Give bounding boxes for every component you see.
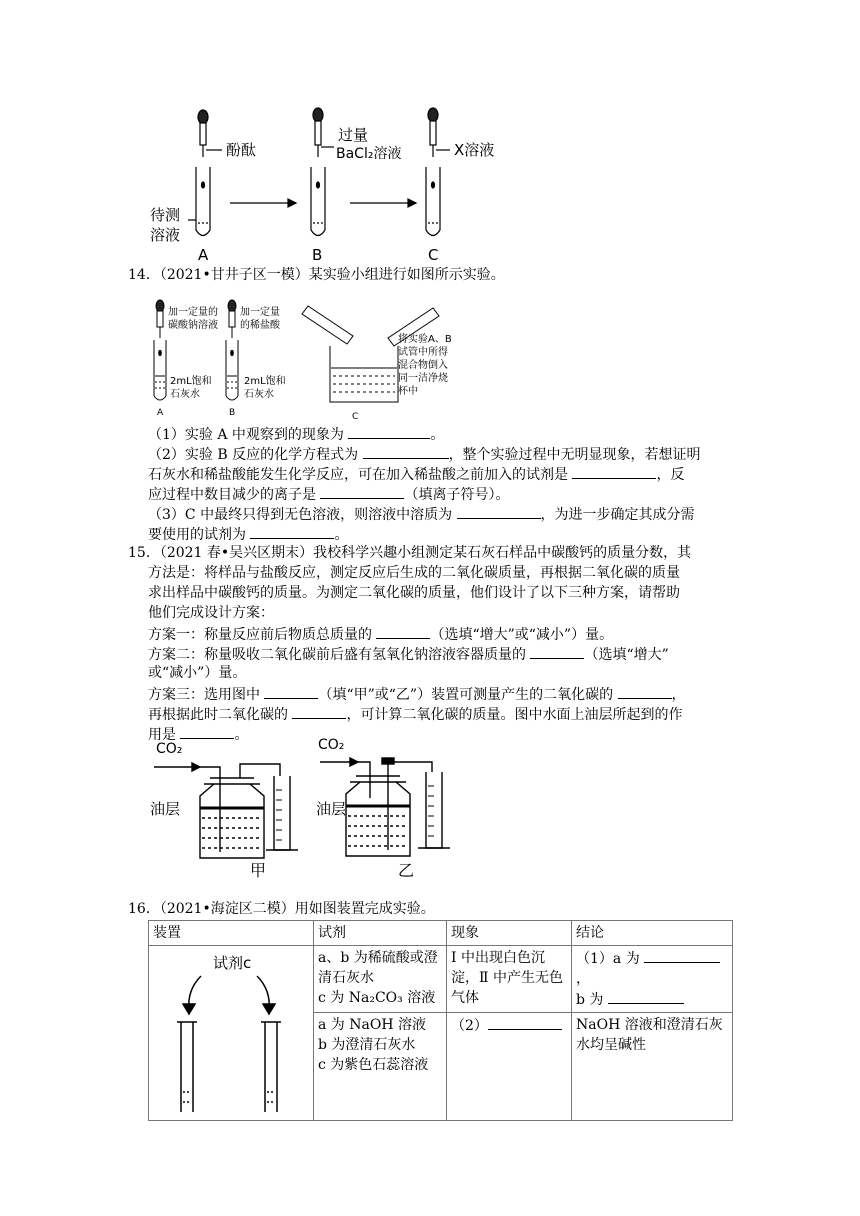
q15-blank-4[interactable] — [618, 684, 672, 699]
q14-part3-line2: 要使用的试剂为 。 — [148, 524, 348, 544]
q15-oil-left: 油层 — [150, 800, 181, 818]
q14-label-a: A — [157, 408, 164, 418]
q14-blank-1[interactable] — [348, 424, 430, 439]
q14-part2-line2: 石灰水和稀盐酸能发生化学反应，可在加入稀盐酸之前加入的试剂是 ，反 — [148, 464, 684, 484]
q14-blank-5[interactable] — [457, 504, 541, 519]
test-tube-icon — [311, 167, 325, 236]
q14-note-3: 混合物倒入 — [398, 360, 448, 371]
reagent-x-label: X溶液 — [454, 141, 495, 159]
q15-line2: 方法是：将样品与盐酸反应，测定反应后生成的二氧化碳质量，再根据二氧化碳的质量 — [148, 565, 680, 581]
q15-plan3-line3: 用是 。 — [148, 724, 248, 744]
test-tube-icon — [154, 340, 166, 400]
q14-blank-6[interactable] — [250, 524, 334, 539]
reagent-bacl2-label-1: 过量 — [338, 126, 369, 144]
phenomenon-cell: （2） — [447, 1013, 572, 1121]
q14-drop-b-1: 加一定量 — [240, 307, 280, 318]
q14-part2-line1: （2）实验 B 反应的化学方程式为 ，整个实验过程中无明显现象，若想证明 — [148, 444, 701, 464]
test-tube-icon — [226, 340, 238, 400]
conclusion-cell: NaOH 溶液和澄清石灰 水均呈碱性 — [572, 1013, 733, 1121]
q15-plan2-line2: 或“减小”）量。 — [148, 665, 247, 681]
q14-label-b: B — [229, 408, 236, 418]
q14-tube-a-1: 2mL饱和 — [170, 376, 212, 387]
flask-icon — [200, 784, 264, 858]
q15-oil-right: 油层 — [316, 800, 347, 818]
figure-13-test-tubes — [140, 105, 520, 265]
q16-blank-a[interactable] — [644, 948, 720, 963]
q14-tube-b-1: 2mL饱和 — [244, 376, 286, 387]
reagent-cell: a 为 NaOH 溶液 b 为澄清石灰水 c 为紫色石蕊溶液 — [314, 1013, 447, 1121]
q15-co2-left: CO₂ — [156, 741, 183, 757]
q16-blank-b[interactable] — [608, 989, 684, 1004]
q14-blank-2[interactable] — [363, 444, 449, 459]
test-tube-icon — [196, 167, 210, 236]
header-cell: 现象 — [447, 921, 572, 946]
conclusion-cell: （1）a 为 ， b 为 — [572, 946, 733, 1013]
cylinder-icon — [426, 772, 442, 848]
apparatus-cell — [149, 946, 314, 1121]
sample-label-1: 待测 — [150, 206, 181, 224]
phenomenon-cell: Ⅰ 中出现白色沉 淀，Ⅱ 中产生无色 气体 — [447, 946, 572, 1013]
q14-tube-a-2: 石灰水 — [170, 389, 200, 400]
q15-line4: 他们完成设计方案： — [148, 605, 274, 621]
q15-label-jia: 甲 — [250, 861, 267, 880]
q14-note-4: 同一洁净烧 — [398, 373, 448, 384]
dropper-icon — [156, 300, 164, 338]
tube-label-c: C — [428, 246, 439, 264]
header-cell: 结论 — [572, 921, 733, 946]
q16-blank-c[interactable] — [488, 1015, 562, 1030]
q15-line1: 15．（2021 春•吴兴区期末）我校科学兴趣小组测定某石灰石样品中碳酸钙的质量分数，其 — [128, 545, 692, 561]
q15-blank-5[interactable] — [292, 704, 346, 719]
q15-co2-right: CO₂ — [318, 737, 345, 753]
dropper-icon — [313, 108, 323, 157]
q14-drop-b-2: 的稀盐酸 — [240, 320, 280, 331]
q15-label-yi: 乙 — [398, 861, 415, 880]
q15-blank-6[interactable] — [180, 724, 234, 739]
reagent-c-label: 试剂c — [213, 954, 252, 972]
q15-plan3-line2: 再根据此时二氧化碳的 ，可计算二氧化碳的质量。图中水面上油层所起到的作 — [148, 704, 682, 724]
q15-plan2-line1: 方案二：称量吸收二氧化碳前后盛有氢氧化钠溶液容器质量的 （选填“增大” — [148, 644, 669, 664]
q14-note-1: 将实验A、B — [398, 334, 452, 345]
q14-note-2: 试管中所得 — [398, 347, 448, 358]
q16-table — [148, 920, 733, 1121]
dropper-icon — [228, 300, 236, 338]
sample-label-2: 溶液 — [150, 226, 181, 244]
q15-plan1: 方案一：称量反应前后物质总质量的 （选填“增大”或“减小”）量。 — [148, 624, 613, 644]
q14-part2-line3: 应过程中数目减少的离子是 （填离子符号）。 — [148, 484, 509, 504]
header-cell: 试剂 — [314, 921, 447, 946]
tube-label-a: A — [198, 246, 209, 264]
q16-heading: 16．（2021•海淀区二模）用如图装置完成实验。 — [128, 901, 435, 917]
q14-note-5: 杯中 — [398, 386, 418, 397]
header-cell: 装置 — [149, 921, 314, 946]
q14-blank-4[interactable] — [320, 484, 404, 499]
table-row — [149, 946, 733, 1013]
q15-blank-3[interactable] — [264, 684, 318, 699]
reagent-phenolphthalein-label: 酚酞 — [226, 141, 257, 159]
figure-15-apparatus — [150, 740, 470, 885]
q14-label-c: C — [352, 412, 359, 422]
q15-plan3-line1: 方案三：选用图中 （填“甲”或“乙”）装置可测量产生的二氧化碳的 ， — [148, 684, 686, 704]
q14-part1: （1）实验 A 中观察到的现象为 。 — [148, 424, 444, 444]
test-tube-icon — [265, 1022, 277, 1112]
q15-line3: 求出样品中碳酸钙的质量。为测定二氧化碳的质量，他们设计了以下三种方案，请帮助 — [148, 585, 680, 601]
q14-drop-a-1: 加一定量的 — [168, 307, 218, 318]
reagent-cell: a、b 为稀硫酸或澄 清石灰水 c 为 Na₂CO₃ 溶液 — [314, 946, 447, 1013]
q14-drop-a-2: 碳酸钠溶液 — [168, 320, 218, 331]
flask-icon — [346, 782, 410, 856]
test-tube-icon — [181, 1022, 193, 1112]
table-header-row — [149, 921, 733, 946]
q14-blank-3[interactable] — [572, 464, 656, 479]
q15-blank-1[interactable] — [376, 624, 430, 639]
beaker-icon — [330, 346, 398, 402]
tube-label-b: B — [312, 246, 323, 264]
reagent-bacl2-label-2: BaCl₂溶液 — [336, 146, 402, 162]
q14-heading: 14．（2021•甘井子区一模）某实验小组进行如图所示实验。 — [128, 267, 505, 283]
test-tube-icon — [426, 167, 440, 236]
q15-blank-2[interactable] — [530, 644, 584, 659]
q14-tube-b-2: 石灰水 — [244, 389, 274, 400]
cylinder-icon — [274, 776, 290, 850]
q14-part3-line1: （3）C 中最终只得到无色溶液，则溶液中溶质为 ，为进一步确定其成分需 — [148, 504, 695, 524]
